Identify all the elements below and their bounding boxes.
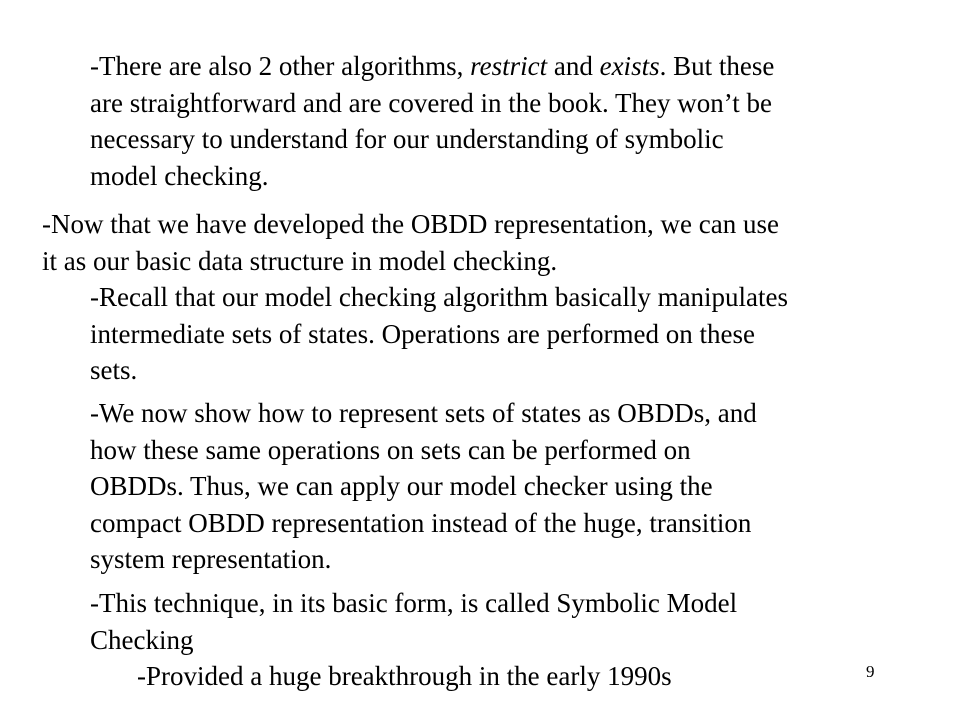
text-line: intermediate sets of states. Operations are performed on these [90,318,756,349]
italic-term-exists: exists [599,51,660,81]
text-line: -Provided a huge breakthrough in the early 1990s [137,661,672,691]
text-line: sets. [90,355,138,385]
text-line: -Now that we have developed the OBDD representation, we can use [42,209,779,239]
text-line: are straightforward and are covered in the book. They won’t be [90,87,773,118]
text-line: system representation. [90,544,332,574]
text-line: Checking [90,624,194,655]
text-line: it as our basic data structure in model checking. [42,245,558,276]
text-line: -There are also 2 other algorithms, restrict and exists. But these [90,51,775,81]
text-line: necessary to understand for our understanding of symbolic [90,124,724,154]
paragraph-obdd-representation [42,206,779,279]
text-line: -This technique, in its basic form, is called Symbolic Model [90,588,738,618]
paragraph-symbolic-model-checking [90,585,737,658]
text-line: model checking. [90,160,269,191]
text-line: OBDDs. Thus, we can apply our model checker using the [90,471,713,501]
italic-term-restrict: restrict [470,51,548,81]
page-number: 9 [866,662,875,681]
text-line: -Recall that our model checking algorithm basically manipulates [90,282,789,312]
paragraph-other-algorithms [90,48,774,194]
paragraph-breakthrough [137,658,672,695]
text-line: compact OBDD representation instead of the huge, transition [90,507,752,538]
paragraph-sets-as-obdds [90,395,757,578]
paragraph-recall-algorithm [90,279,788,389]
text-line: how these same operations on sets can be performed on [90,434,691,465]
text-line: -We now show how to represent sets of states as OBDDs, and [90,398,757,428]
